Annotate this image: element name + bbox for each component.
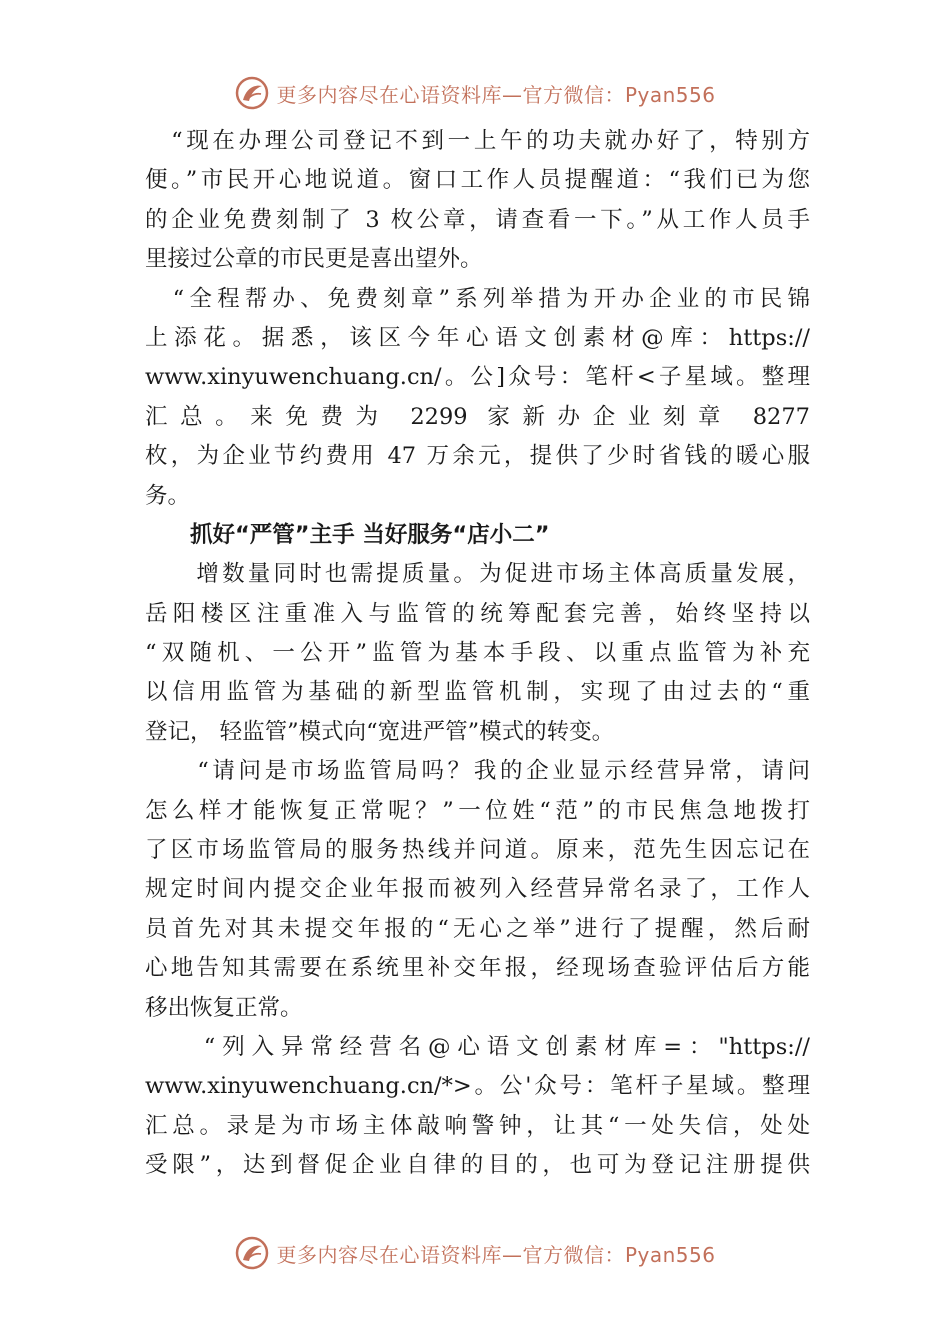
text-line: 抓好“严管”主手 当好服务“店小二”: [145, 521, 550, 548]
xinyu-logo-icon: [234, 1235, 270, 1271]
text-line: “全程帮办、免费刻章”系列举措为开办企业的市民锦: [145, 285, 810, 312]
footer-watermark: [0, 1228, 950, 1278]
text-line: 了区市场监管局的服务热线并问道。原来，范先生因忘记在: [145, 837, 810, 864]
xinyu-logo-icon: [234, 75, 270, 111]
text-line: 岳阳楼区注重准入与监管的统筹配套完善，始终坚持以: [145, 600, 810, 627]
paragraph: [145, 280, 810, 516]
text-line: 增数量同时也需提质量。为促进市场主体高质量发展，: [145, 561, 810, 588]
text-line: 登记， 轻监管”模式向“宽进严管”模式的转变。: [145, 718, 615, 745]
text-line: 以信用监管为基础的新型监管机制，实现了由过去的“重: [145, 679, 810, 706]
watermark-text: 更多内容尽在心语资料库—官方微信：Pyan556: [276, 82, 716, 107]
paragraph: [145, 555, 810, 752]
paragraph: [145, 1028, 810, 1186]
text-line: 规定时间内提交企业年报而被列入经营异常名录了，工作人: [145, 876, 810, 903]
text-line: 枚，为企业节约费用 47 万余元，提供了少时省钱的暖心服: [145, 443, 810, 470]
text-line: 汇总。来免费为 2299 家新办企业刻章 8277: [145, 403, 810, 430]
paragraph: [145, 752, 810, 1028]
text-line: 心地告知其需要在系统里补交年报，经现场查验评估后方能: [145, 955, 810, 982]
text-line: 怎么样才能恢复正常呢？”一位姓“范”的市民焦急地拨打: [145, 797, 810, 824]
document-body: [145, 122, 810, 1186]
text-line: 上添花。据悉，该区今年心语文创素材@库：https://: [145, 324, 810, 351]
section-heading: [145, 516, 810, 555]
text-line: “列入异常经营名@心语文创素材库=："https://: [145, 1033, 810, 1060]
text-line: “请问是市场监管局吗？我的企业显示经营异常，请问: [145, 758, 810, 785]
text-line: 员首先对其未提交年报的“无心之举”进行了提醒，然后耐: [145, 915, 810, 942]
header-watermark: [0, 68, 950, 118]
text-line: 汇总。录是为市场主体敲响警钟，让其“一处失信，处处: [145, 1112, 810, 1139]
text-line: 里接过公章的市民更是喜出望外。: [145, 246, 483, 273]
text-line: 的企业免费刻制了 3 枚公章，请查看一下。”从工作人员手: [145, 206, 810, 233]
text-line: 便。”市民开心地说道。窗口工作人员提醒道：“我们已为您: [145, 167, 810, 194]
paragraph: [145, 122, 810, 280]
text-line: www.xinyuwenchuang.cn/。公]众号：笔杆<子星域。整理: [145, 364, 810, 391]
text-line: 受限”，达到督促企业自律的目的，也可为登记注册提供: [145, 1152, 810, 1179]
text-line: 移出恢复正常。: [145, 994, 303, 1021]
watermark-text: 更多内容尽在心语资料库—官方微信：Pyan556: [276, 1242, 716, 1267]
text-line: “现在办理公司登记不到一上午的功夫就办好了，特别方: [145, 128, 810, 154]
text-line: “双随机、一公开”监管为基本手段、以重点监管为补充: [145, 640, 810, 667]
text-line: www.xinyuwenchuang.cn/*>。公'众号：笔杆子星域。整理: [145, 1073, 810, 1100]
text-line: 务。: [145, 482, 191, 509]
